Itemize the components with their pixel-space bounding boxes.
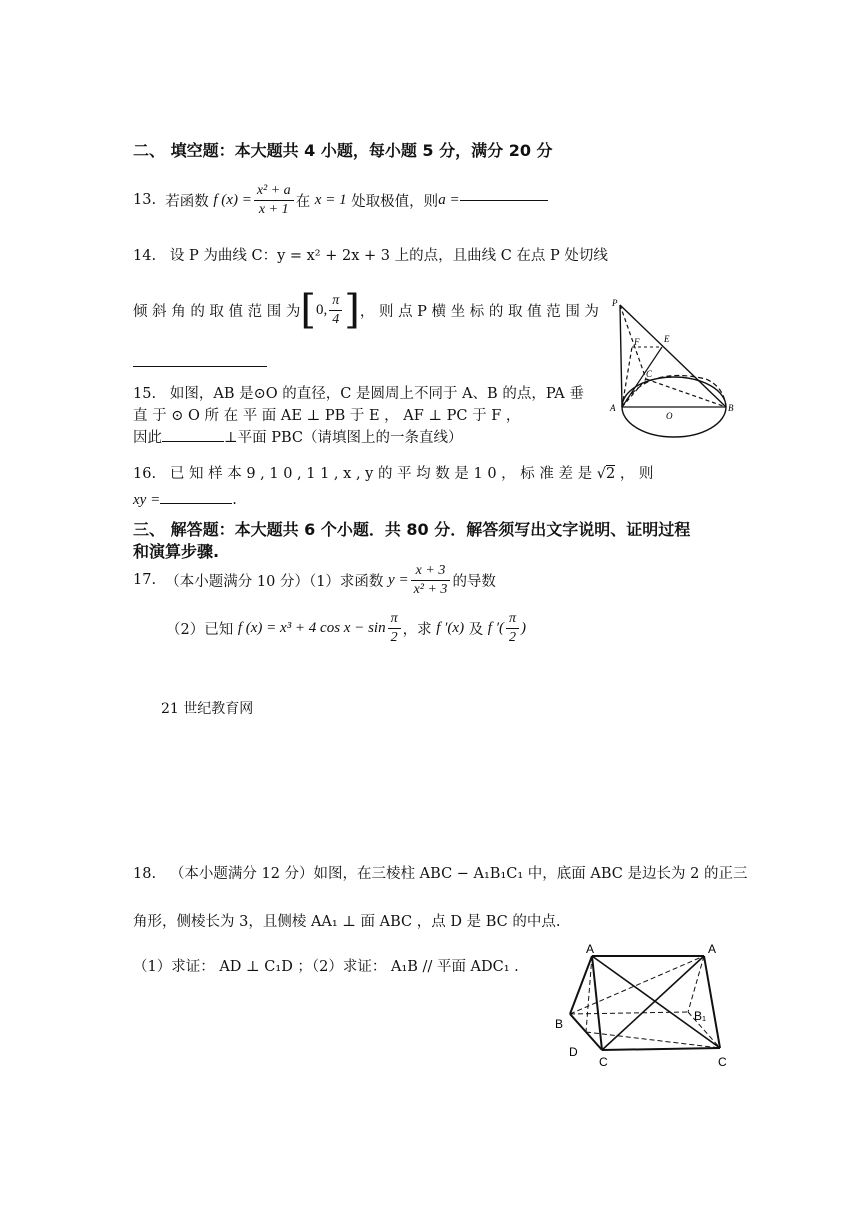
diagonal-a-c1 bbox=[592, 956, 720, 1048]
q17-part-1 bbox=[133, 558, 496, 602]
q13-function: f (x) = bbox=[213, 191, 252, 208]
edge-a1-c1 bbox=[704, 956, 720, 1048]
label-c1: C bbox=[718, 1055, 727, 1069]
q15-figure bbox=[606, 295, 738, 445]
label-e: E bbox=[664, 334, 670, 344]
q17-denominator-3: 2 bbox=[509, 629, 516, 645]
q18-text-2: 角形，侧棱长为 3，且侧棱 AA₁ ⊥ 面 ABC ，点 D 是 BC 的中点. bbox=[133, 914, 561, 930]
q17-function: f (x) = x³ + 4 cos x − sin bbox=[237, 619, 386, 636]
q15-line-3 bbox=[133, 426, 463, 447]
q14-line-1 bbox=[133, 244, 608, 265]
label-c: C bbox=[646, 369, 653, 379]
diagonal-b-a1 bbox=[570, 956, 704, 1014]
q16-number: 16. bbox=[133, 466, 157, 482]
q17-numerator-1: x + 3 bbox=[411, 562, 451, 581]
label-a: A bbox=[586, 942, 595, 956]
label-a: A bbox=[610, 403, 616, 413]
question-13 bbox=[133, 178, 548, 222]
label-b: B bbox=[555, 1017, 564, 1031]
q17-fraction-2 bbox=[388, 610, 401, 647]
q17-fraction-3 bbox=[506, 610, 519, 647]
edge-a-b bbox=[570, 956, 592, 1014]
q14-text-1: 设 P 为曲线 C：y = x² + 2x + 3 上的点，且曲线 C 在点 P 处切线 bbox=[169, 248, 608, 264]
q17-denominator-2: 2 bbox=[390, 629, 398, 645]
left-bracket: [ bbox=[300, 287, 316, 333]
q13-text-1: 若函数 bbox=[165, 193, 209, 210]
q17-text-1a: （本小题满分 10 分）（1）求函数 bbox=[165, 573, 384, 590]
section3-heading-2: 和演算步骤. bbox=[133, 542, 220, 561]
q17-part-2 bbox=[166, 606, 526, 650]
sqrt-symbol: √ bbox=[596, 466, 606, 482]
q17-y: y = bbox=[388, 571, 409, 588]
q18-number: 18. bbox=[133, 866, 157, 882]
q16-text-1a: 已 知 样 本 9 , 1 0 , 1 1 , x , y 的 平 均 数 是 1 0 ， 标 准 差 是 bbox=[169, 466, 593, 482]
diagonal-a1-c bbox=[602, 956, 707, 1050]
q15-text-2: 直 于 ⊙ O 所 在 平 面 AE ⊥ PB 于 E ， AF ⊥ PC 于 F ， bbox=[133, 408, 521, 424]
q16-line-2 bbox=[133, 492, 237, 509]
edge-a-c bbox=[592, 956, 602, 1050]
q17-numerator-3: π bbox=[506, 610, 519, 629]
q17-text-2c: 及 bbox=[468, 621, 484, 638]
label-d: D bbox=[569, 1045, 578, 1059]
q17-derivative-2: f ′( bbox=[487, 619, 504, 636]
segment-pb bbox=[620, 305, 726, 407]
label-f: F bbox=[634, 337, 640, 347]
q14-range-left: 0, bbox=[315, 301, 328, 318]
q16-xy: xy = bbox=[133, 492, 161, 508]
segment-pa bbox=[620, 305, 622, 407]
edge-c-c1 bbox=[602, 1048, 720, 1050]
q13-fraction bbox=[254, 182, 294, 219]
segment-pc bbox=[620, 305, 646, 379]
q15-answer-blank[interactable] bbox=[162, 441, 224, 442]
q17-text-2a: （2）已知 bbox=[166, 621, 234, 638]
q18-text-1: （本小题满分 12 分）如图，在三棱柱 ABC − A₁B₁C₁ 中，底面 ABC 是边长为 2 的正三 bbox=[169, 866, 748, 882]
q17-derivative-2-close: ) bbox=[521, 619, 527, 636]
q14-range-denominator: 4 bbox=[332, 311, 340, 327]
q13-text-2: 在 bbox=[295, 193, 311, 210]
q16-period: . bbox=[232, 492, 237, 508]
q17-fraction-1 bbox=[411, 562, 451, 599]
right-bracket: ] bbox=[344, 287, 360, 333]
q14-answer-blank[interactable] bbox=[133, 350, 267, 367]
q13-numerator: x² + a bbox=[254, 182, 294, 201]
q15-number: 15. bbox=[133, 386, 157, 402]
q17-number: 17. bbox=[133, 572, 157, 588]
q14-range-fraction bbox=[329, 292, 342, 329]
q15-text-3a: 因此 bbox=[133, 430, 162, 446]
label-b1: B₁ bbox=[694, 1009, 707, 1023]
q13-text-3: 处取极值，则 bbox=[351, 193, 439, 210]
label-o: O bbox=[666, 411, 673, 421]
q17-derivative-1: f ′(x) bbox=[436, 619, 465, 636]
label-a1: A bbox=[708, 942, 717, 956]
q17-text-2b: ，求 bbox=[402, 621, 432, 638]
q16-sqrt-value: 2 bbox=[605, 466, 616, 482]
segment-ae bbox=[622, 347, 662, 407]
q13-answer-label: a = bbox=[438, 191, 460, 208]
q16-text-1b: ， 则 bbox=[619, 466, 654, 482]
q17-numerator-2: π bbox=[388, 610, 401, 629]
q14-number: 14. bbox=[133, 248, 157, 264]
q14-line-2 bbox=[133, 288, 599, 332]
q18-line-1 bbox=[133, 862, 747, 883]
q14-range-numerator: π bbox=[329, 292, 342, 311]
q15-text-3b: ⊥平面 PBC（请填图上的一条直线） bbox=[224, 430, 463, 446]
q17-denominator-1: x² + 3 bbox=[413, 581, 448, 597]
label-c: C bbox=[599, 1055, 608, 1069]
q13-answer-blank[interactable] bbox=[460, 200, 548, 201]
q15-line-1 bbox=[133, 382, 584, 403]
q16-answer-blank[interactable] bbox=[160, 503, 232, 504]
segment-af bbox=[622, 347, 632, 407]
q14-text-2a: 倾 斜 角 的 取 值 范 围 为 bbox=[133, 303, 301, 320]
q18-text-3: （1）求证： AD ⊥ C₁D ；（2）求证： A₁B // 平面 ADC₁ . bbox=[133, 959, 519, 975]
q13-condition: x = 1 bbox=[314, 191, 347, 208]
q18-figure bbox=[550, 938, 740, 1072]
q13-number: 13. bbox=[133, 192, 157, 208]
label-p: P bbox=[612, 298, 618, 308]
q13-denominator: x + 1 bbox=[258, 201, 289, 217]
section3-heading-1: 三、 解答题：本大题共 6 个小题．共 80 分．解答须写出文字说明、证明过程 bbox=[133, 520, 691, 539]
label-b: B bbox=[728, 403, 734, 413]
q16-line-1 bbox=[133, 462, 653, 483]
watermark-text: 21 世纪教育网 bbox=[161, 701, 254, 717]
section2-heading: 二、 填空题：本大题共 4 小题，每小题 5 分，满分 20 分 bbox=[133, 141, 553, 160]
q15-text-1: 如图，AB 是⊙O 的直径，C 是圆周上不同于 A、B 的点，PA 垂 bbox=[169, 386, 584, 402]
q14-text-2b: ， 则 点 P 横 坐 标 的 取 值 范 围 为 bbox=[359, 303, 599, 320]
q17-text-1b: 的导数 bbox=[452, 573, 496, 590]
